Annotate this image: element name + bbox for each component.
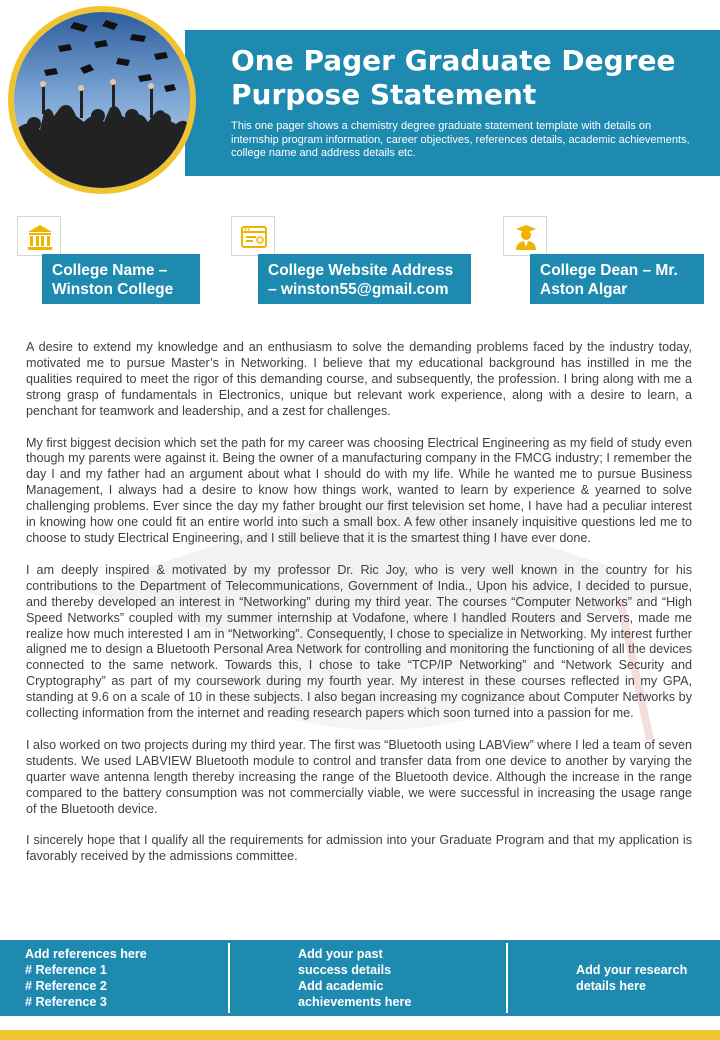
footer-divider (228, 943, 230, 1013)
footer-accent-stripe (0, 1030, 720, 1040)
graduation-photo-illustration (14, 12, 190, 188)
paragraph: My first biggest decision which set the path for my career was choosing Electrical Engineering as my field of study even though my parents were against it. Being the owner of a manufacturing company in the FMCG industry; I remember the day I and my father had an argument about what I should do with my life. While he wanted me to pursue Business Management, I always had a desire to know how things work, wanted to learn by experience & yearned to solve challenging problems. Ever since the day my father brought our first television set home, I have had a peculiar interest in knowing how one could fit an entire world into such a small box. A few other insanely inquisitive questions led me to choose to study Electrical Engineering, and I still believe that it is the smartest thing I have ever done. (26, 435, 692, 545)
college-building-icon-box (17, 216, 61, 256)
footer-research: Add your research details here (576, 963, 688, 993)
graduation-photo (8, 6, 196, 194)
dean-person-icon (512, 223, 540, 251)
paragraph: I also worked on two projects during my third year. The first was “Bluetooth using LABView” where I led a team of seven students. We used LABVIEW Bluetooth module to control and transfer data from one device to another by varying the quarter wave antenna length thereby increasing the range of the Bluetooth device. Although the increase in the range compared to the battery consumption was not commercially viable, we were successful in increasing the usage range of the Bluetooth device. (26, 737, 692, 816)
paragraph: A desire to extend my knowledge and an enthusiasm to solve the demanding problems faced by the industry today, motivated me to pursue Master’s in Networking. I believe that my educational background has instilled in me the qualities required to meet the rigor of this demanding course, and subsequently, the profession. I bring along with me a strong grasp of fundamentals in Electronics, unique but relevant work experience, along with a desire to learn, a penchant for teamwork and leadership, and a zest for challenges. (26, 340, 692, 418)
website-browser-icon-box (231, 216, 275, 256)
statement-body (26, 340, 692, 881)
college-website-box: College Website Address – winston55@gmail.com (258, 254, 471, 304)
college-name-box: College Name – Winston College (42, 254, 200, 304)
paragraph: I sincerely hope that I qualify all the requirements for admission into your Graduate Program and that my application is favorably received by the admissions committee. (26, 833, 692, 864)
footer-references: Add references here # Reference 1 # Reference 2 # Reference 3 (25, 947, 147, 1009)
page-subtitle: This one pager shows a chemistry degree graduate statement template with details on internship program information, career objectives, references details, academic achievements, college name and address details etc. (231, 120, 690, 159)
page-title: One Pager Graduate Degree Purpose Statement (231, 44, 676, 111)
footer-band (0, 940, 720, 1016)
paragraph: I am deeply inspired & motivated by my professor Dr. Ric Joy, who is very well known in the country for his contributions to the Department of Telecommunications, Government of India., Upon his advice, I decided to pursue, and thereby developed an interest in “Networking” during my third year. The courses “Computer Networks” and “High Speed Networks” coupled with my summer internship at Vodafone, where I handled Routers and Servers, made me realize how much interested I am in “Networking”. Consequently, I chose to specialize in Networking. My interest further aligned me to design a Bluetooth Personal Area Network for controlling and monitoring the functioning of all the devices connected to the same network. Towards this, I chose to take “TCP/IP Networking” and “Network Security and Cryptography” as part of my coursework during my fourth year. My interest in these courses reflected in my GPA, standing at 9.6 on a scale of 10 in these subjects. I also began increasing my cognizance about Computer Networks by collecting information from the internet and reading research papers which soon turned into a passion for me. (26, 562, 692, 721)
footer-achievements: Add your past success details Add academic achievements here (298, 947, 412, 1009)
college-dean-box: College Dean – Mr. Aston Algar (530, 254, 704, 304)
website-browser-icon (240, 223, 268, 251)
dean-person-icon-box (503, 216, 547, 256)
college-building-icon (26, 223, 54, 251)
footer-divider (506, 943, 508, 1013)
